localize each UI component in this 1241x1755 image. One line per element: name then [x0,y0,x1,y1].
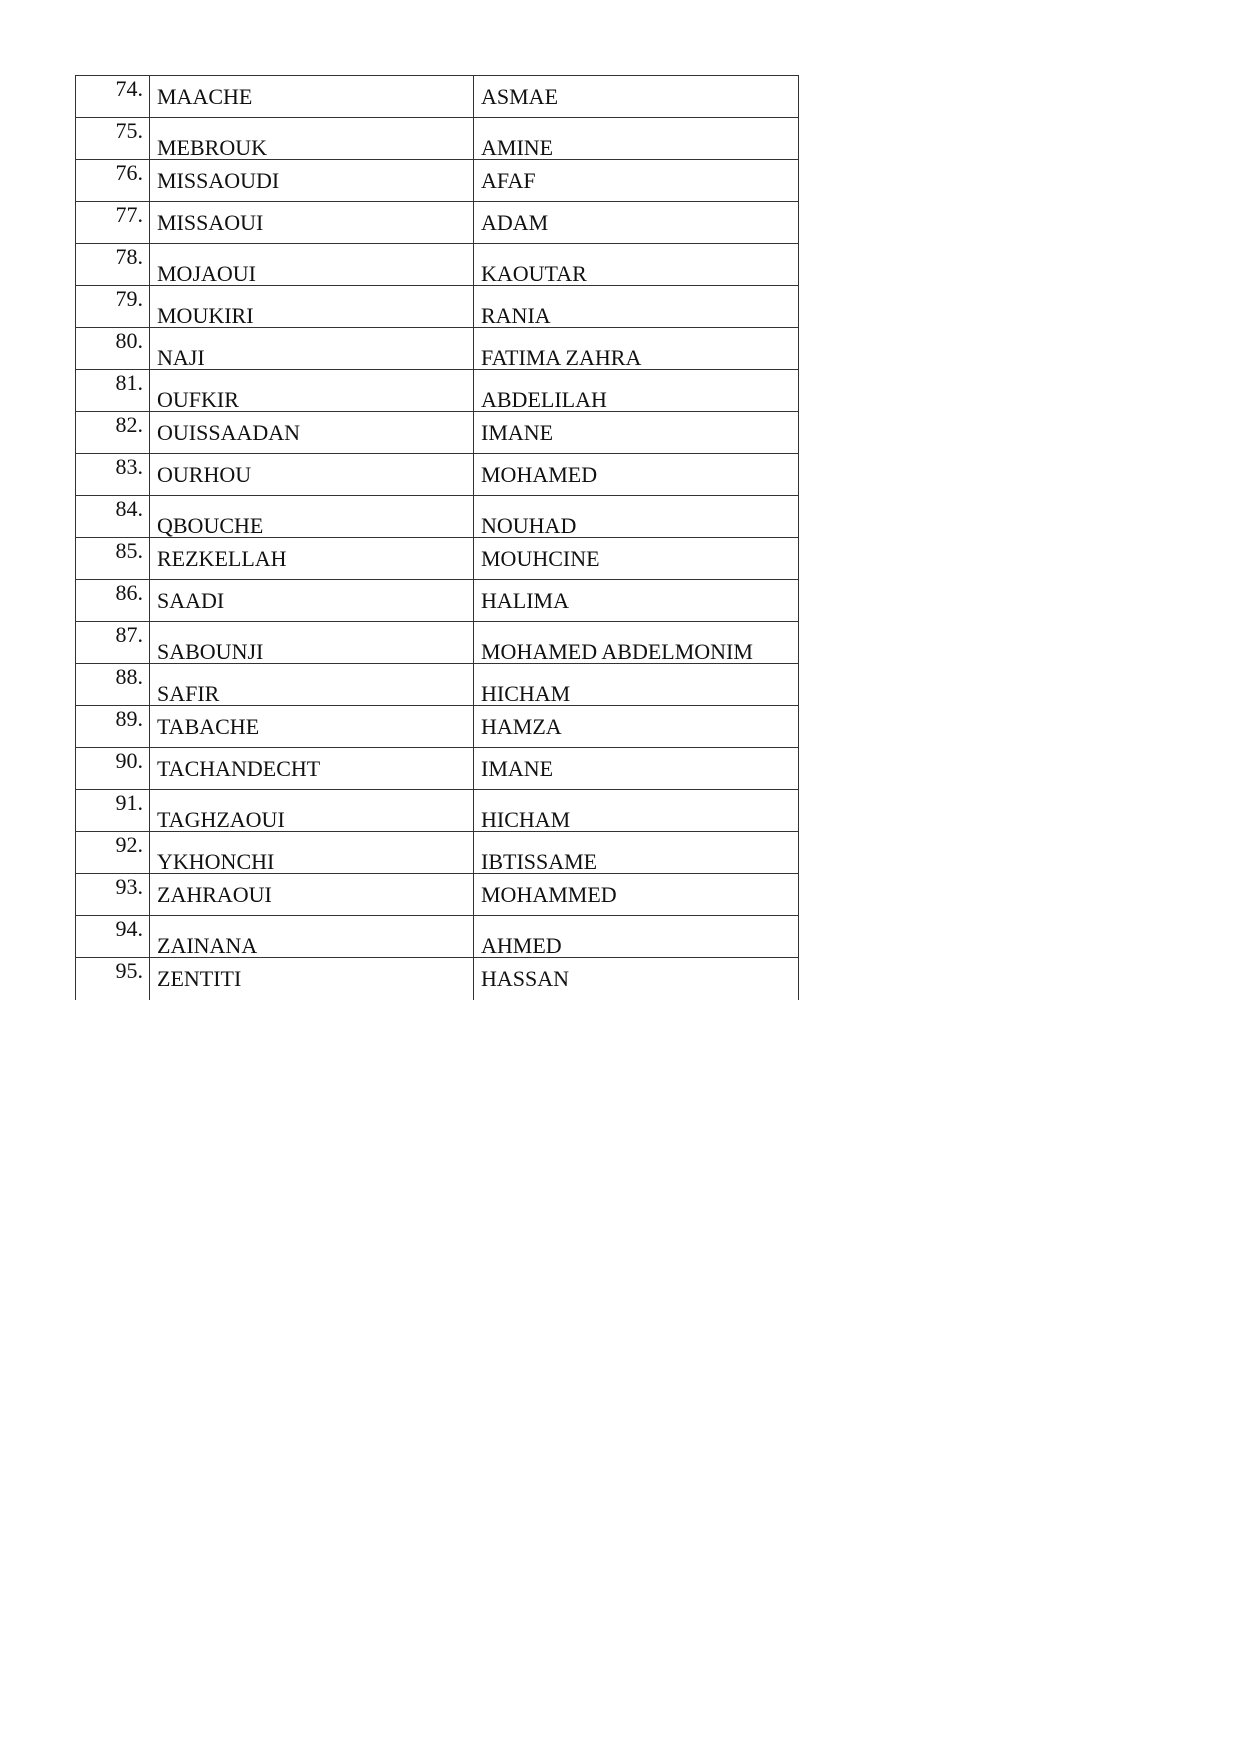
first-name-cell: MOHAMED ABDELMONIM [474,622,799,664]
last-name-cell: REZKELLAH [150,538,474,580]
last-name-cell: YKHONCHI [150,832,474,874]
last-name-cell: MISSAOUI [150,202,474,244]
row-number: 95. [76,958,150,1000]
last-name-cell: OUISSAADAN [150,412,474,454]
row-number: 83. [76,454,150,496]
last-name-cell: TABACHE [150,706,474,748]
last-name-cell: ZAHRAOUI [150,874,474,916]
first-name-cell: IMANE [474,412,799,454]
table-row [76,748,799,790]
first-name-cell: HICHAM [474,664,799,706]
row-number: 93. [76,874,150,916]
first-name-cell: AHMED [474,916,799,958]
table-row [76,160,799,202]
row-number: 90. [76,748,150,790]
last-name-cell: MAACHE [150,76,474,118]
first-name-cell: MOHAMMED [474,874,799,916]
last-name-cell: OURHOU [150,454,474,496]
last-name-cell: SAADI [150,580,474,622]
table-row [76,622,799,664]
first-name-cell: HAMZA [474,706,799,748]
first-name-cell: ABDELILAH [474,370,799,412]
first-name-cell: IMANE [474,748,799,790]
first-name-cell: MOUHCINE [474,538,799,580]
last-name-cell: TACHANDECHT [150,748,474,790]
last-name-cell: MISSAOUDI [150,160,474,202]
row-number: 85. [76,538,150,580]
first-name-cell: HALIMA [474,580,799,622]
table-row [76,118,799,160]
last-name-cell: SAFIR [150,664,474,706]
last-name-cell: SABOUNJI [150,622,474,664]
last-name-cell: MEBROUK [150,118,474,160]
table-row [76,916,799,958]
row-number: 92. [76,832,150,874]
table-row [76,244,799,286]
first-name-cell: FATIMA ZAHRA [474,328,799,370]
row-number: 74. [76,76,150,118]
row-number: 88. [76,664,150,706]
first-name-cell: HASSAN [474,958,799,1000]
row-number: 91. [76,790,150,832]
row-number: 79. [76,286,150,328]
first-name-cell: NOUHAD [474,496,799,538]
table-row [76,286,799,328]
row-number: 76. [76,160,150,202]
name-list-table [75,75,799,1000]
last-name-cell: MOJAOUI [150,244,474,286]
last-name-cell: ZAINANA [150,916,474,958]
row-number: 94. [76,916,150,958]
row-number: 75. [76,118,150,160]
table-row [76,328,799,370]
table-row [76,580,799,622]
last-name-cell: MOUKIRI [150,286,474,328]
row-number: 77. [76,202,150,244]
row-number: 78. [76,244,150,286]
row-number: 87. [76,622,150,664]
row-number: 80. [76,328,150,370]
first-name-cell: ADAM [474,202,799,244]
row-number: 89. [76,706,150,748]
first-name-cell: AFAF [474,160,799,202]
table-row [76,790,799,832]
name-list-body [76,76,799,1000]
table-row [76,706,799,748]
last-name-cell: TAGHZAOUI [150,790,474,832]
row-number: 82. [76,412,150,454]
table-row [76,538,799,580]
last-name-cell: NAJI [150,328,474,370]
table-row [76,664,799,706]
last-name-cell: ZENTITI [150,958,474,1000]
first-name-cell: KAOUTAR [474,244,799,286]
first-name-cell: MOHAMED [474,454,799,496]
table-row [76,832,799,874]
row-number: 81. [76,370,150,412]
first-name-cell: ASMAE [474,76,799,118]
last-name-cell: OUFKIR [150,370,474,412]
first-name-cell: HICHAM [474,790,799,832]
table-row [76,370,799,412]
row-number: 84. [76,496,150,538]
first-name-cell: RANIA [474,286,799,328]
first-name-cell: AMINE [474,118,799,160]
last-name-cell: QBOUCHE [150,496,474,538]
table-row [76,958,799,1000]
table-row [76,454,799,496]
table-row [76,412,799,454]
table-row [76,202,799,244]
row-number: 86. [76,580,150,622]
table-row [76,874,799,916]
first-name-cell: IBTISSAME [474,832,799,874]
table-row [76,496,799,538]
table-row [76,76,799,118]
